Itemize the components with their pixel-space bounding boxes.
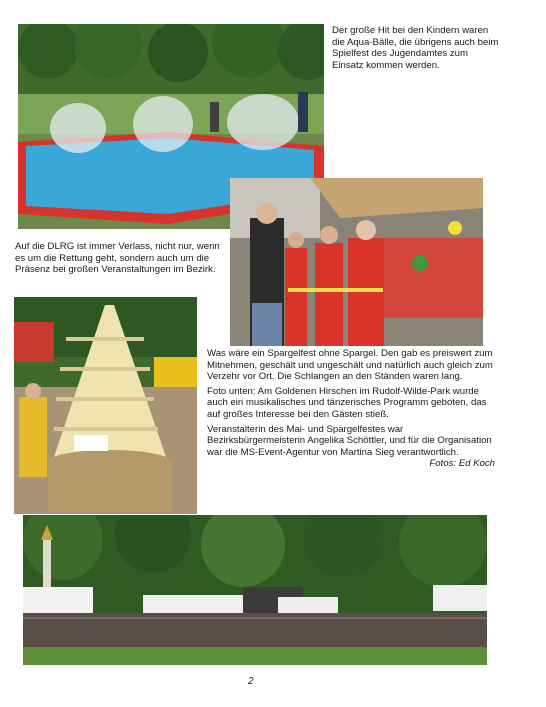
veranstalter-text: Veranstalterin des Mai- und Spargelfestes war Bezirksbürgermeisterin Angelika Schöttler, und für die Organisation war die MS-Event-Agentur von Martina Sieg verantwortlich. <box>207 423 492 458</box>
caption-aqua-balls: Der große Hit bei den Kindern waren die Aqua-Bälle, die übrigens auch beim Spielfest des Jugendamtes zum Einsatz kommen werden. <box>332 25 499 71</box>
photo-credit: Fotos: Ed Koch <box>429 458 495 470</box>
caption-veranstalter <box>207 423 495 470</box>
caption-block-right <box>207 348 495 470</box>
park-stage-crowd-photo <box>23 515 487 665</box>
caption-dlrg: Auf die DLRG ist immer Verlass, nicht nur, wenn es um die Rettung geht, sondern auch um die Präsenz bei großen Veranstaltungen im Bezirk. <box>15 241 220 276</box>
asparagus-tower-photo <box>14 297 197 514</box>
caption-foto-unten: Foto unten: Am Goldenen Hirschen im Rudolf-Wilde-Park wurde auch ein musikalisches und tänzerisches Programm geboten, das auf großes Interesse bei den Gästen stieß. <box>207 385 487 420</box>
page-number: 2 <box>248 676 254 687</box>
dlrg-volunteers-photo <box>230 178 483 346</box>
caption-spargel: Was wäre ein Spargelfest ohne Spargel. Den gab es preiswert zum Mitnehmen, geschält und ungeschält und natürlich auch gleich zum Verzehr vor Ort. Die Schlangen an den Ständen waren lang. <box>207 348 493 383</box>
